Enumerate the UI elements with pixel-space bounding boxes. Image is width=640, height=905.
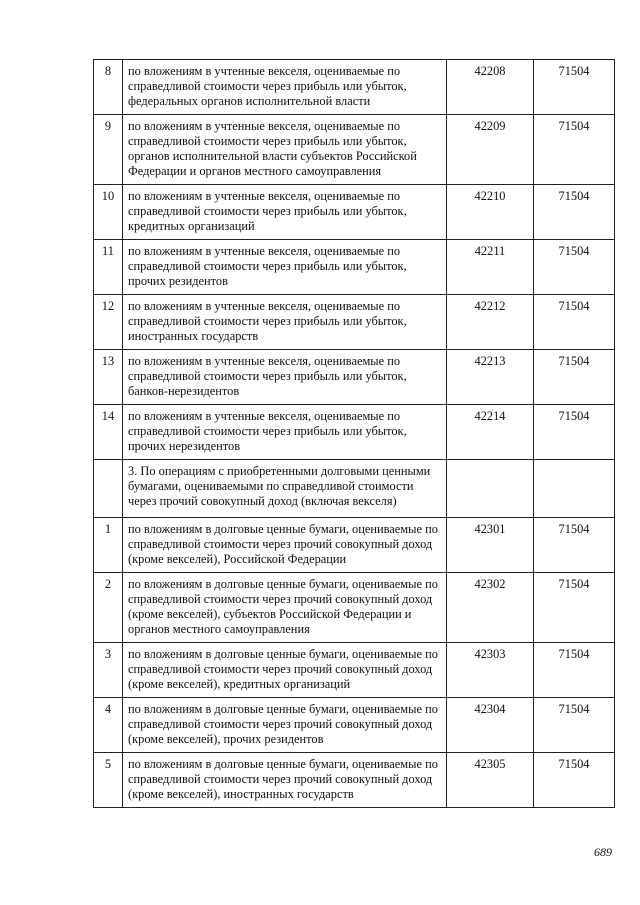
row-number: 10 (94, 185, 123, 240)
account-code-debit: 42301 (447, 518, 534, 573)
accounts-table (93, 59, 615, 808)
account-code-debit: 42214 (447, 405, 534, 460)
row-number: 8 (94, 60, 123, 115)
document-table-container (93, 59, 614, 808)
account-code-credit: 71504 (534, 643, 615, 698)
section-heading-row (94, 460, 615, 518)
page-number: 689 (594, 845, 612, 859)
row-number: 11 (94, 240, 123, 295)
table-row (94, 573, 615, 643)
table-row (94, 240, 615, 295)
table-row (94, 60, 615, 115)
row-description: по вложениям в учтенные векселя, оцениваемые по справедливой стоимости через прибыль или убыток, прочих резидентов (123, 240, 447, 295)
table-row (94, 295, 615, 350)
row-description: по вложениям в долговые ценные бумаги, оцениваемые по справедливой стоимости через прочий совокупный доход (кроме векселей), субъектов Российской Федерации и органов местного самоуправления (123, 573, 447, 643)
account-code-debit: 42209 (447, 115, 534, 185)
account-code-credit: 71504 (534, 60, 615, 115)
account-code-credit: 71504 (534, 573, 615, 643)
row-number: 5 (94, 753, 123, 808)
account-code-debit: 42303 (447, 643, 534, 698)
table-row (94, 698, 615, 753)
row-description: по вложениям в учтенные векселя, оцениваемые по справедливой стоимости через прибыль или убыток, кредитных организаций (123, 185, 447, 240)
row-number: 2 (94, 573, 123, 643)
row-number: 1 (94, 518, 123, 573)
account-code-debit (447, 460, 534, 518)
account-code-credit: 71504 (534, 753, 615, 808)
row-number: 13 (94, 350, 123, 405)
row-number (94, 460, 123, 518)
account-code-credit: 71504 (534, 518, 615, 573)
row-description: по вложениям в учтенные векселя, оцениваемые по справедливой стоимости через прибыль или убыток, иностранных государств (123, 295, 447, 350)
row-description: по вложениям в долговые ценные бумаги, оцениваемые по справедливой стоимости через прочий совокупный доход (кроме векселей), кредитных организаций (123, 643, 447, 698)
row-description: по вложениям в учтенные векселя, оцениваемые по справедливой стоимости через прибыль или убыток, банков-нерезидентов (123, 350, 447, 405)
account-code-debit: 42304 (447, 698, 534, 753)
account-code-debit: 42210 (447, 185, 534, 240)
account-code-credit: 71504 (534, 698, 615, 753)
account-code-credit: 71504 (534, 115, 615, 185)
account-code-debit: 42213 (447, 350, 534, 405)
row-description: по вложениям в долговые ценные бумаги, оцениваемые по справедливой стоимости через прочий совокупный доход (кроме векселей), иностранных государств (123, 753, 447, 808)
table-row (94, 753, 615, 808)
row-description: по вложениям в учтенные векселя, оцениваемые по справедливой стоимости через прибыль или убыток, органов исполнительной власти субъектов Российской Федерации и органов местного самоуправления (123, 115, 447, 185)
row-description: по вложениям в долговые ценные бумаги, оцениваемые по справедливой стоимости через прочий совокупный доход (кроме векселей), прочих резидентов (123, 698, 447, 753)
table-row (94, 643, 615, 698)
table-row (94, 518, 615, 573)
account-code-credit: 71504 (534, 405, 615, 460)
account-code-credit: 71504 (534, 350, 615, 405)
row-description: по вложениям в учтенные векселя, оцениваемые по справедливой стоимости через прибыль или убыток, федеральных органов исполнительной власти (123, 60, 447, 115)
table-row (94, 185, 615, 240)
account-code-credit: 71504 (534, 295, 615, 350)
account-code-debit: 42211 (447, 240, 534, 295)
row-number: 9 (94, 115, 123, 185)
row-description: по вложениям в учтенные векселя, оцениваемые по справедливой стоимости через прибыль или убыток, прочих нерезидентов (123, 405, 447, 460)
row-number: 12 (94, 295, 123, 350)
table-body (94, 60, 615, 808)
row-number: 14 (94, 405, 123, 460)
account-code-credit: 71504 (534, 240, 615, 295)
account-code-credit (534, 460, 615, 518)
row-description: по вложениям в долговые ценные бумаги, оцениваемые по справедливой стоимости через прочий совокупный доход (кроме векселей), Российской Федерации (123, 518, 447, 573)
account-code-debit: 42212 (447, 295, 534, 350)
account-code-debit: 42305 (447, 753, 534, 808)
row-number: 4 (94, 698, 123, 753)
table-row (94, 115, 615, 185)
row-number: 3 (94, 643, 123, 698)
account-code-debit: 42208 (447, 60, 534, 115)
account-code-credit: 71504 (534, 185, 615, 240)
table-row (94, 405, 615, 460)
table-row (94, 350, 615, 405)
account-code-debit: 42302 (447, 573, 534, 643)
section-heading: 3. По операциям с приобретенными долговыми ценными бумагами, оцениваемыми по справедливой стоимости через прочий совокупный доход (включая векселя) (123, 460, 447, 518)
